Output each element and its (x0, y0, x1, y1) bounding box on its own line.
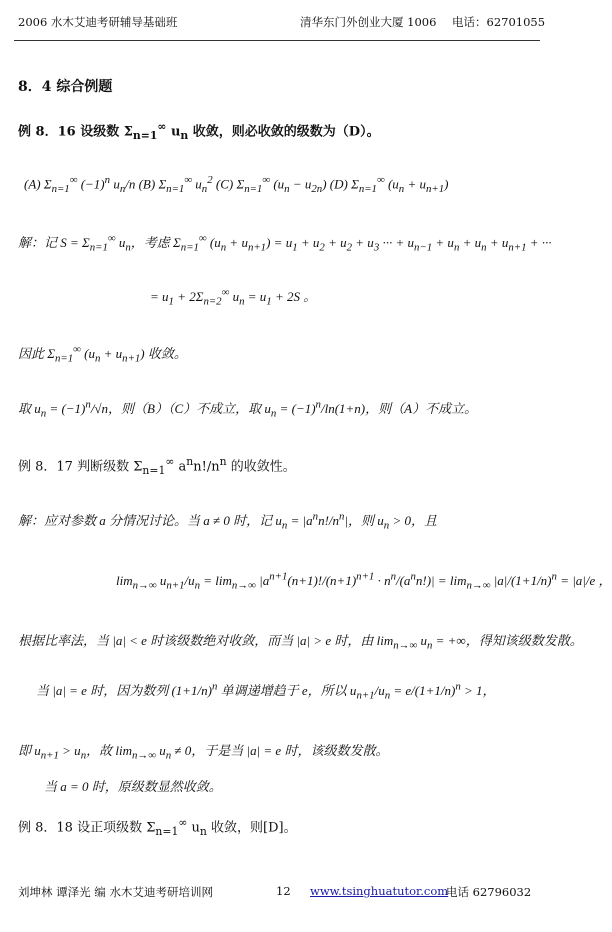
solution-8-17-limit: $\lim_{n\to\infty} u_{n+1}/u_n = \lim_{n\to\infty} |a^{n+1}(n+1)!/(n+1)^{n+1} \cdot n^n/(a^nn!)| = \lim_{n\to\infty} |a|/(1+1/n)^n = |a|/e$ ， (116, 570, 612, 592)
solution-8-16-line1: 解：记 $S = \Sigma_{n=1}^\infty$ $u_n$，考虑 $\Sigma_{n=1}^\infty$ $(u_n + u_{n+1}) = u_1 + u_2 + u_2 + u_3$ ··· + $u_{n-1} + u_n + u_n + u_{n+1}$ + ··· (18, 232, 552, 254)
example-8-16-options: (A) $\Sigma_{n=1}^\infty$ $(-1)^n$ $u_n/n$ (B) $\Sigma_{n=1}^\infty$ $u_n^2$ (C) $\Sigma_{n=1}^\infty$ $(u_n - u_{2n})$ (D) $\Sigma_{n=1}^\infty$ $(u_n + u_{n+1})$ (24, 174, 449, 195)
solution-8-17-line5: 即 $u_{n+1} > u_n$，故 $\lim_{n\to\infty} u_n \ne 0$，于是当 |a| = e 时，该级数发散。 (18, 743, 389, 762)
solution-8-16-line4: 取 $u_n = (-1)^n/√n$，则（B）（C）不成立，取 $u_n = (-1)^n/\ln(1+n)$，则（A）不成立。 (18, 398, 478, 420)
header-rule (14, 40, 540, 41)
footer-left: 刘坤林 谭泽光 编 水木艾迪考研培训网 (18, 885, 213, 899)
solution-8-17-line6: 当 a = 0 时，原级数显然收敛。 (44, 779, 222, 794)
solution-8-17-line3: 根据比率法，当 |a| < e 时该级数绝对收敛，而当 |a| > e 时，由 $\lim_{n\to\infty} u_n$ = +∞，得知该级数发散。 (18, 633, 583, 652)
section-title: 8．4 综合例题 (18, 79, 113, 95)
example-8-17-statement: 例 8．17 判断级数 $\Sigma_{n=1}^\infty$ $a^nn!/n^n$ 的收敛性。 (18, 455, 296, 477)
example-8-16-statement: 例 8．16 设级数 $\Sigma_{n=1}^\infty$ $u_n$ 收敛，则必收敛的级数为（D）。 (18, 120, 380, 142)
footer-right: 电话 62796032 (446, 885, 532, 899)
example-8-18-statement: 例 8．18 设正项级数 $\Sigma_{n=1}^\infty$ $u_n$ 收敛，则[D]。 (18, 816, 297, 838)
solution-8-17-line1: 解：应对参数 a 分情况讨论。当 a ≠ 0 时，记 $u_n = |a^nn!/n^n|$，则 $u_n > 0$，且 (18, 510, 437, 532)
solution-8-16-line3: 因此 $\Sigma_{n=1}^\infty$ $(u_n + u_{n+1})$ 收敛。 (18, 343, 187, 365)
page-number: 12 (276, 884, 291, 898)
header-left: 2006 水木艾迪考研辅导基础班 (18, 15, 178, 29)
header-right: 电话：62701055 (452, 15, 546, 29)
solution-8-17-line4: 当 |a| = e 时，因为数列 $(1+1/n)^n$ 单调递增趋于 e，所以 $u_{n+1}/u_n = e/(1+1/n)^n > 1$， (36, 680, 496, 702)
website-link[interactable]: www.tsinghuatutor.com (310, 884, 449, 898)
header-center: 清华东门外创业大厦 1006 (300, 15, 437, 29)
solution-8-16-line2: = $u_1 + 2\Sigma_{n=2}^\infty$ $u_n = u_1 + 2S$ 。 (150, 286, 317, 308)
